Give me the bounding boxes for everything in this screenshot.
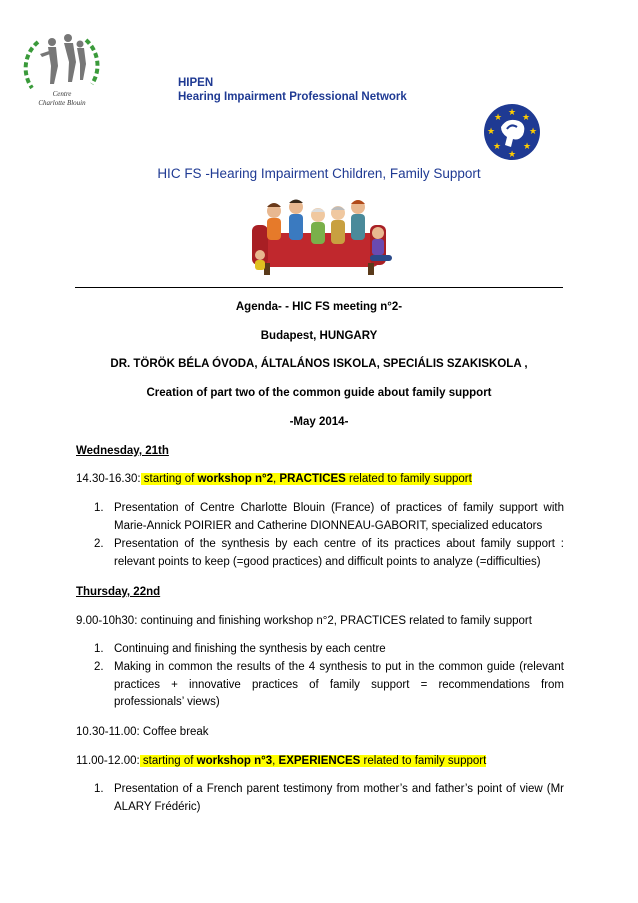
list-text: Continuing and finishing the synthesis by each centre [114, 643, 386, 655]
list-item [94, 641, 564, 659]
list-number: 1. [94, 783, 104, 795]
svg-text:★: ★ [528, 126, 538, 136]
list-number: 1. [94, 643, 104, 655]
svg-text:★: ★ [492, 141, 502, 151]
list-text: Presentation of Centre Charlotte Blouin (France) of practices of family support with Marie-Annick POIRIER and Catherine DIONNEAU-GABORIT, specialized educators [114, 502, 564, 532]
document-title: HIC FS -Hearing Impairment Children, Family Support [157, 166, 481, 181]
session-workshop: workshop n°2 [197, 473, 274, 485]
svg-text:★: ★ [493, 112, 503, 122]
session-topic: PRACTICES [279, 473, 346, 485]
svg-text:★: ★ [522, 141, 532, 151]
agenda-location: Budapest, HUNGARY [260, 330, 378, 342]
session-time: 11.00-12.00: [76, 755, 140, 767]
logo-text-line2: Charlotte Blouin [38, 99, 86, 107]
session-pre: starting of [140, 473, 198, 485]
session-time: 14.30-16.30: [76, 473, 141, 485]
svg-text:★: ★ [486, 126, 496, 136]
session-comma: , [273, 473, 280, 485]
thursday-session-1: 9.00-10h30: continuing and finishing workshop n°2, PRACTICES related to family support [76, 615, 532, 627]
org-block [178, 76, 407, 104]
eu-hearing-logo [483, 103, 541, 161]
agenda-purpose: Creation of part two of the common guide about family support [146, 387, 492, 399]
family-illustration [230, 193, 402, 283]
list-number: 1. [94, 502, 104, 514]
day-heading-thursday: Thursday, 22nd [76, 586, 161, 598]
org-full-name: Hearing Impairment Professional Network [178, 91, 407, 103]
session-workshop: workshop n°3 [196, 755, 273, 767]
session-pre: starting of [139, 755, 197, 767]
list-item [94, 500, 564, 535]
session-highlight [141, 473, 472, 485]
agenda-date: -May 2014- [289, 416, 349, 428]
session-topic: EXPERIENCES [278, 755, 361, 767]
list-item [94, 659, 564, 712]
day-heading-wednesday: Wednesday, 21th [76, 445, 169, 457]
session-post: related to family support [345, 473, 472, 485]
list-number: 2. [94, 538, 104, 550]
svg-text:★: ★ [521, 112, 531, 122]
list-item [94, 781, 564, 816]
list-text: Presentation of the synthesis by each centre of its practices about family support : relevant points to keep (=good practices) and difficult points to analyze (=difficulties) [114, 538, 564, 568]
horizontal-rule [75, 287, 563, 288]
list-text: Making in common the results of the 4 synthesis to put in the common guide (relevant practices + innovative practices of family support = recommendations from professionals’ views) [114, 661, 564, 708]
svg-text:★: ★ [507, 107, 517, 117]
session-highlight [140, 755, 487, 767]
thursday-session-2 [76, 753, 564, 769]
list-number: 2. [94, 661, 104, 673]
coffee-break: 10.30-11.00: Coffee break [76, 726, 209, 738]
list-item [94, 536, 564, 571]
agenda-heading: Agenda- - HIC FS meeting n°2- [235, 301, 403, 313]
wednesday-session [76, 471, 564, 487]
list-text: Presentation of a French parent testimony from mother’s and father’s point of view (Mr ALARY Frédéric) [114, 783, 564, 813]
org-name: HIPEN [178, 77, 214, 89]
centre-charlotte-blouin-logo [18, 26, 106, 114]
logo-text-line1: Centre [52, 90, 72, 98]
svg-text:★: ★ [507, 149, 517, 159]
session-comma: , [272, 755, 279, 767]
agenda-venue: DR. TÖRÖK BÉLA ÓVODA, ÁLTALÁNOS ISKOLA, SPECIÁLIS SZAKISKOLA , [110, 358, 528, 370]
session-post: related to family support [360, 755, 487, 767]
